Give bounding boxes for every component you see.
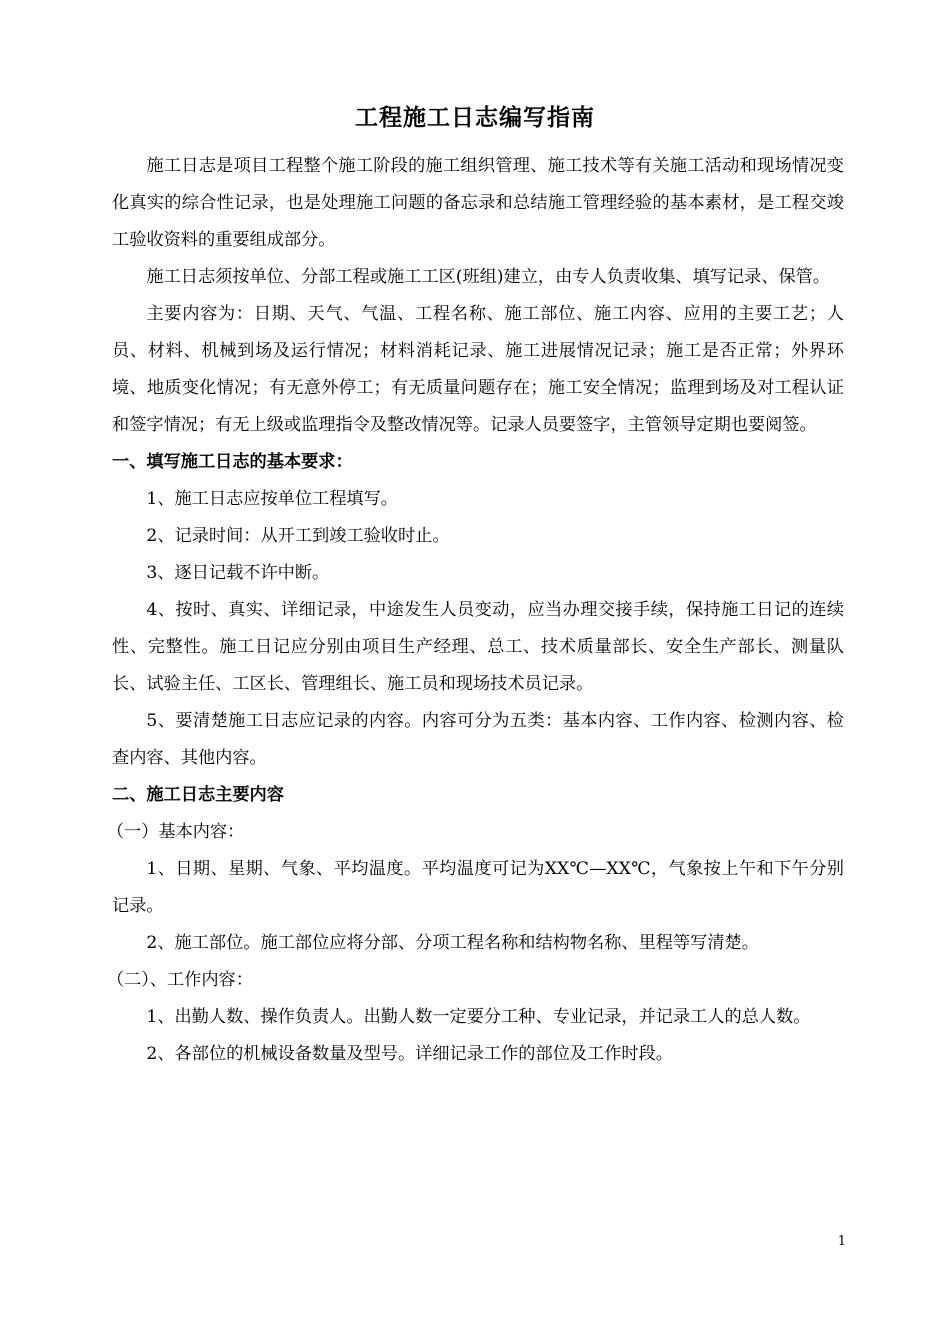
document-title: 工程施工日志编写指南 [355,104,595,131]
section-1-item-4: 4、按时、真实、详细记录，中途发生人员变动，应当办理交接手续，保持施工日记的连续性、完整性。施工日记应分别由项目生产经理、总工、技术质量部长、安全生产部长、测量队长、试验主任、工区长、管理组长、施工员和现场技术员记录。 [112,600,844,694]
subsection-2-item-2: 2、各部位的机械设备数量及型号。详细记录工作的部位及工作时段。 [146,1044,673,1064]
section-1-item-3: 3、逐日记载不许中断。 [146,563,330,583]
section-2-heading: 二、施工日志主要内容 [112,785,284,805]
subsection-2-item-1: 1、出勤人数、操作负责人。出勤人数一定要分工种、专业记录，并记录工人的总人数。 [146,1007,811,1027]
section-1-item-1: 1、施工日志应按单位工程填写。 [146,489,398,509]
section-1-item-5: 5、要清楚施工日志应记录的内容。内容可分为五类：基本内容、工作内容、检测内容、检查内容、其他内容。 [112,711,844,768]
section-1-heading: 一、填写施工日志的基本要求： [112,452,353,472]
document-body [106,148,844,1073]
intro-paragraph-1: 施工日志是项目工程整个施工阶段的施工组织管理、施工技术等有关施工活动和现场情况变化真实的综合性记录，也是处理施工问题的备忘录和总结施工管理经验的基本素材，是工程交竣工验收资料的重要组成部分。 [112,156,844,250]
intro-paragraph-3: 主要内容为：日期、天气、气温、工程名称、施工部位、施工内容、应用的主要工艺；人员、材料、机械到场及运行情况；材料消耗记录、施工进展情况记录；施工是否正常；外界环境、地质变化情况；有无意外停工；有无质量问题存在；施工安全情况；监理到场及对工程认证和签字情况；有无上级或监理指令及整改情况等。记录人员要签字，主管领导定期也要阅签。 [112,304,844,435]
page-number: 1 [837,1234,846,1249]
intro-paragraph-2: 施工日志须按单位、分部工程或施工工区(班组)建立，由专人负责收集、填写记录、保管。 [146,267,831,287]
subsection-2-heading: （二）、工作内容： [106,970,253,990]
subsection-1-item-1: 1、日期、星期、气象、平均温度。平均温度可记为XX℃—XX℃，气象按上午和下午分别记录。 [112,859,844,916]
section-1-item-2: 2、记录时间：从开工到竣工验收时止。 [146,526,450,546]
subsection-1-item-2: 2、施工部位。施工部位应将分部、分项工程名称和结构物名称、里程等写清楚。 [146,933,759,953]
subsection-1-heading: （一）基本内容： [106,822,245,842]
